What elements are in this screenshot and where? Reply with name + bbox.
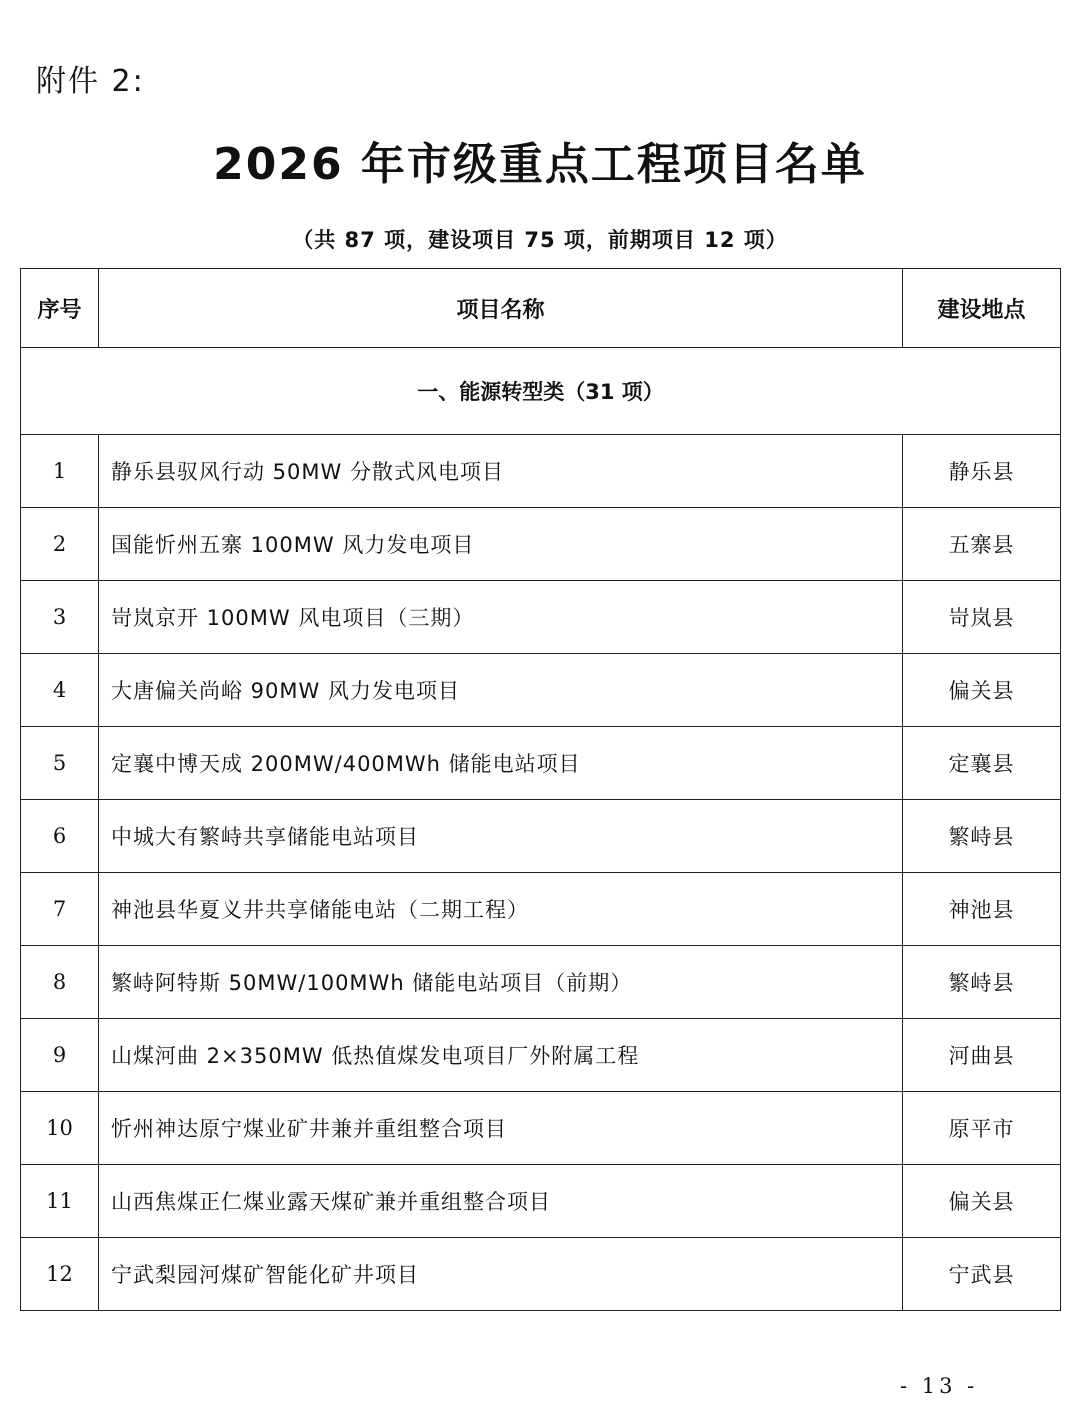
row-name: 定襄中博天成 200MW/400MWh 储能电站项目	[99, 727, 903, 800]
row-location: 岢岚县	[903, 581, 1061, 654]
table-row	[21, 508, 1061, 581]
category-label: 一、能源转型类（31 项）	[21, 348, 1061, 435]
page-subtitle: （共 87 项，建设项目 75 项，前期项目 12 项）	[292, 228, 788, 252]
row-no: 9	[21, 1019, 99, 1092]
row-name: 宁武梨园河煤矿智能化矿井项目	[99, 1238, 903, 1311]
row-no: 4	[21, 654, 99, 727]
row-no: 7	[21, 873, 99, 946]
page-number: - 13 -	[900, 1374, 979, 1398]
page-title: 2026 年市级重点工程项目名单	[213, 139, 867, 190]
row-no: 10	[21, 1092, 99, 1165]
row-name: 大唐偏关尚峪 90MW 风力发电项目	[99, 654, 903, 727]
row-no: 3	[21, 581, 99, 654]
row-location: 神池县	[903, 873, 1061, 946]
row-name: 神池县华夏义井共享储能电站（二期工程）	[99, 873, 903, 946]
row-name: 国能忻州五寨 100MW 风力发电项目	[99, 508, 903, 581]
row-location: 五寨县	[903, 508, 1061, 581]
table-row	[21, 1092, 1061, 1165]
table-row	[21, 727, 1061, 800]
project-table	[20, 268, 1061, 1311]
row-location: 静乐县	[903, 435, 1061, 508]
table-row	[21, 873, 1061, 946]
table-row	[21, 946, 1061, 1019]
table-row	[21, 1019, 1061, 1092]
attachment-label: 附件 2:	[36, 64, 145, 99]
table-header-row	[21, 269, 1061, 348]
row-location: 定襄县	[903, 727, 1061, 800]
table-row	[21, 1238, 1061, 1311]
row-no: 11	[21, 1165, 99, 1238]
row-location: 宁武县	[903, 1238, 1061, 1311]
row-no: 12	[21, 1238, 99, 1311]
row-location: 偏关县	[903, 1165, 1061, 1238]
row-name: 静乐县驭风行动 50MW 分散式风电项目	[99, 435, 903, 508]
row-location: 繁峙县	[903, 800, 1061, 873]
table-row	[21, 435, 1061, 508]
row-name: 山煤河曲 2×350MW 低热值煤发电项目厂外附属工程	[99, 1019, 903, 1092]
row-location: 河曲县	[903, 1019, 1061, 1092]
row-no: 1	[21, 435, 99, 508]
table-row	[21, 654, 1061, 727]
table-row	[21, 800, 1061, 873]
header-location: 建设地点	[903, 269, 1061, 348]
row-name: 山西焦煤正仁煤业露天煤矿兼并重组整合项目	[99, 1165, 903, 1238]
table-row	[21, 581, 1061, 654]
row-name: 繁峙阿特斯 50MW/100MWh 储能电站项目（前期）	[99, 946, 903, 1019]
row-name: 岢岚京开 100MW 风电项目（三期）	[99, 581, 903, 654]
row-location: 偏关县	[903, 654, 1061, 727]
category-row	[21, 348, 1061, 435]
row-location: 原平市	[903, 1092, 1061, 1165]
row-no: 6	[21, 800, 99, 873]
row-no: 5	[21, 727, 99, 800]
row-no: 2	[21, 508, 99, 581]
header-no: 序号	[21, 269, 99, 348]
row-name: 忻州神达原宁煤业矿井兼并重组整合项目	[99, 1092, 903, 1165]
header-name: 项目名称	[99, 269, 903, 348]
row-name: 中城大有繁峙共享储能电站项目	[99, 800, 903, 873]
row-location: 繁峙县	[903, 946, 1061, 1019]
row-no: 8	[21, 946, 99, 1019]
table-row	[21, 1165, 1061, 1238]
